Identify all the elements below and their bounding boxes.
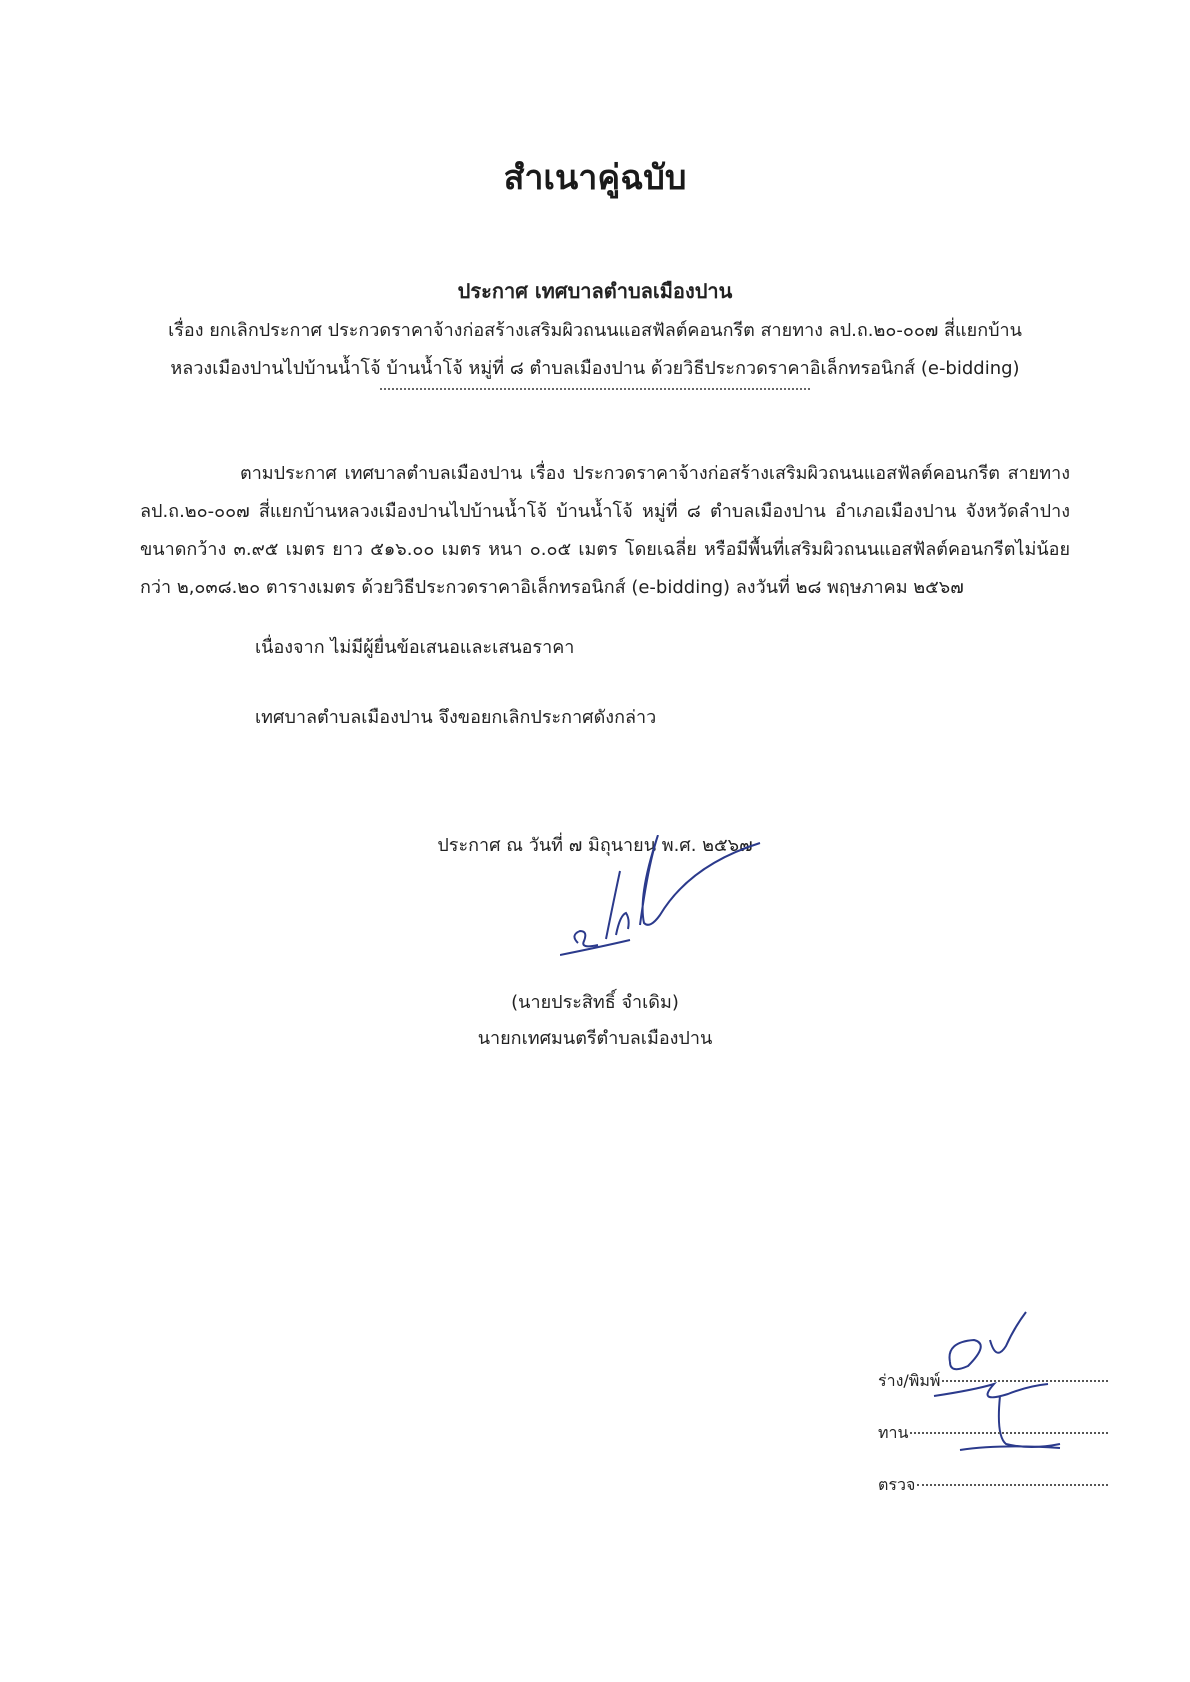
workflow-row-check [878, 1459, 1108, 1511]
draft-label: ร่าง/พิมพ์ [878, 1371, 941, 1390]
check-label: ตรวจ [878, 1475, 916, 1494]
workflow-signoff [878, 1355, 1108, 1511]
announce-date: ประกาศ ณ วันที่ ๗ มิถุนายน พ.ศ. ๒๕๖๗ [437, 835, 753, 856]
workflow-row-draft [878, 1355, 1108, 1407]
workflow-row-review [878, 1407, 1108, 1459]
subject-line-2: หลวงเมืองปานไปบ้านน้ำโจ้ บ้านน้ำโจ้ หมู่ที่ ๘ ตำบลเมืองปาน ด้วยวิธีประกวดราคาอิเล็กทรอนิกส์ (e-bidding) [170, 358, 1020, 379]
signer-block [0, 985, 1190, 1057]
check-dots [917, 1484, 1108, 1486]
review-dots [910, 1432, 1108, 1434]
copy-title: สำเนาคู่ฉบับ [503, 158, 687, 198]
review-label: ทาน [878, 1423, 909, 1442]
body-paragraph: ตามประกาศ เทศบาลตำบลเมืองปาน เรื่อง ประกวดราคาจ้างก่อสร้างเสริมผิวถนนแอสฟัลต์คอนกรีต สายทาง ลป.ถ.๒๐-๐๐๗ สี่แยกบ้านหลวงเมืองปานไปบ้านน้ำโจ้ บ้านน้ำโจ้ หมู่ที่ ๘ ตำบลเมืองปาน อำเภอเมืองปาน จังหวัดลำปาง ขนาดกว้าง ๓.๙๕ เมตร ยาว ๕๑๖.๐๐ เมตร หนา ๐.๐๕ เมตร โดยเฉลี่ย หรือมีพื้นที่เสริมผิวถนนแอสฟัลต์คอนกรีตไม่น้อยกว่า ๒,๐๓๘.๒๐ ตารางเมตร ด้วยวิธีประกวดราคาอิเล็กทรอนิกส์ (e-bidding) ลงวันที่ ๒๘ พฤษภาคม ๒๕๖๗ [140, 463, 1070, 598]
subject-block [120, 312, 1070, 388]
reason-line: เนื่องจาก ไม่มีผู้ยื่นข้อเสนอและเสนอราคา [255, 637, 575, 658]
cancel-line: เทศบาลตำบลเมืองปาน จึงขอยกเลิกประกาศดังกล่าว [255, 707, 657, 728]
dotted-divider [380, 388, 810, 390]
announcement-heading: ประกาศ เทศบาลตำบลเมืองปาน [457, 279, 733, 303]
signer-name: (นายประสิทธิ์ จำเดิม) [511, 992, 679, 1013]
signature-mark [560, 835, 800, 965]
subject-line-1: เรื่อง ยกเลิกประกาศ ประกวดราคาจ้างก่อสร้างเสริมผิวถนนแอสฟัลต์คอนกรีต สายทาง ลป.ถ.๒๐-๐๐๗ สี่แยกบ้าน [168, 320, 1022, 341]
draft-dots [942, 1380, 1108, 1382]
signer-title: นายกเทศมนตรีตำบลเมืองปาน [477, 1028, 713, 1049]
